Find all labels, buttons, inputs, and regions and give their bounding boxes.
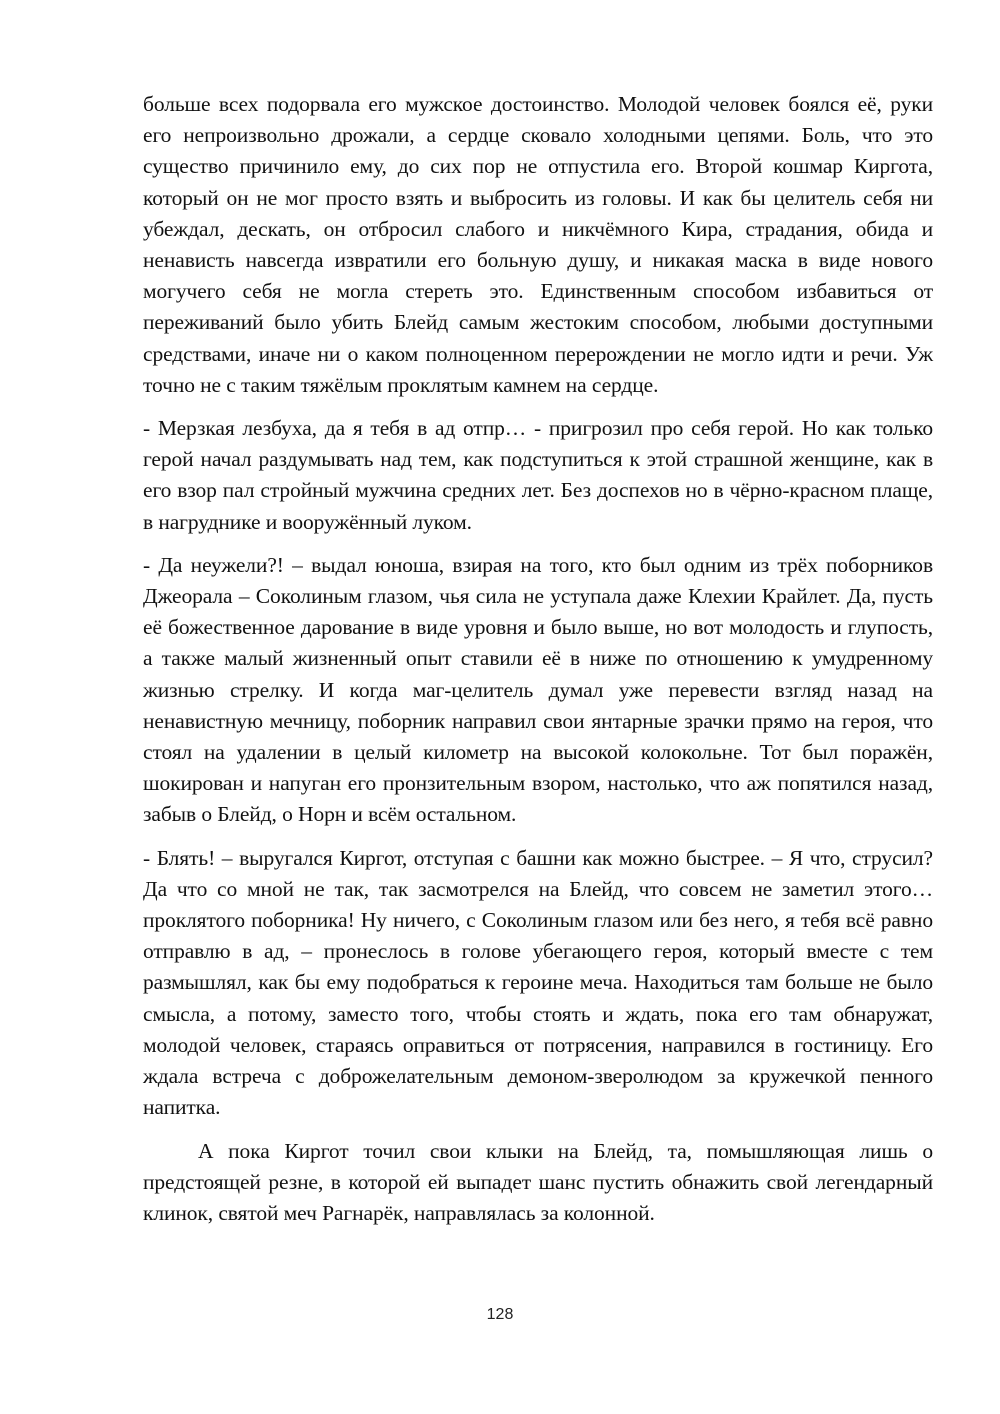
paragraph-5: А пока Киргот точил свои клыки на Блейд, та, помышляющая лишь о предстоящей резне, в которой ей выпадет шанс пустить обнажить свой легендарный клинок, святой меч Рагнарёк, направлялась за колонной. xyxy=(143,1138,933,1225)
paragraph-2: - Мерзкая лезбуха, да я тебя в ад отпр… - пригрозил про себя герой. Но как только герой начал раздумывать над тем, как подступиться к этой страшной женщине, как в его взор пал стройный мужчина средних лет. Без доспехов но в чёрно-красном плаще, в нагруднике и вооружённый луком. xyxy=(143,416,933,534)
document-page-body xyxy=(143,89,933,1241)
page-number: 128 xyxy=(486,1306,514,1323)
paragraph-3: - Да неужели?! – выдал юноша, взирая на того, кто был одним из трёх поборников Джеорала – Соколиным глазом, чья сила не уступала даже Клехии Крайлет. Да, пусть её божественное дарование в виде уровня и было выше, но вот молодость и глупость, а также малый жизненный опыт ставили её в ниже по отношению к умудренному жизнью стрелку. И когда маг-целитель думал уже перевести взгляд назад на ненавистную мечницу, поборник направил свои янтарные зрачки прямо на героя, что стоял на удалении в целый километр на высокой колокольне. Тот был поражён, шокирован и напуган его пронзительным взором, настолько, что аж попятился назад, забыв о Блейд, о Норн и всём остальном. xyxy=(143,552,933,827)
paragraph-4: - Блять! – выругался Киргот, отступая с башни как можно быстрее. – Я что, струсил? Да что со мной не так, так засмотрелся на Блейд, что совсем не заметил этого… проклятого поборника! Ну ничего, с Соколиным глазом или без него, я тебя всё равно отправлю в ад, – пронеслось в голове убегающего героя, который вместе с тем размышлял, как бы ему подобраться к героине меча. Находиться там больше не было смысла, а потому, заместо того, чтобы стоять и ждать, пока его там обнаружат, молодой человек, стараясь оправиться от потрясения, направился в гостиницу. Его ждала встреча с доброжелательным демоном-зверолюдом за кружечкой пенного напитка. xyxy=(143,845,933,1120)
paragraph-1: больше всех подорвала его мужское достоинство. Молодой человек боялся её, руки его непроизвольно дрожали, а сердце сковало холодными цепями. Боль, что это существо причинило ему, до сих пор не отпустила его. Второй кошмар Киргота, который он не мог просто взять и выбросить из головы. И как бы целитель себя ни убеждал, дескать, он отбросил слабого и никчёмного Кира, страдания, обида и ненависть навсегда извратили его больную душу, и никакая маска в виде нового могучего себя не могла стереть это. Единственным способом избавиться от переживаний было убить Блейд самым жестоким способом, любыми доступными средствами, иначе ни о каком полноценном перерождении не могло идти и речи. Уж точно не с таким тяжёлым проклятым камнем на сердце. xyxy=(143,92,933,397)
